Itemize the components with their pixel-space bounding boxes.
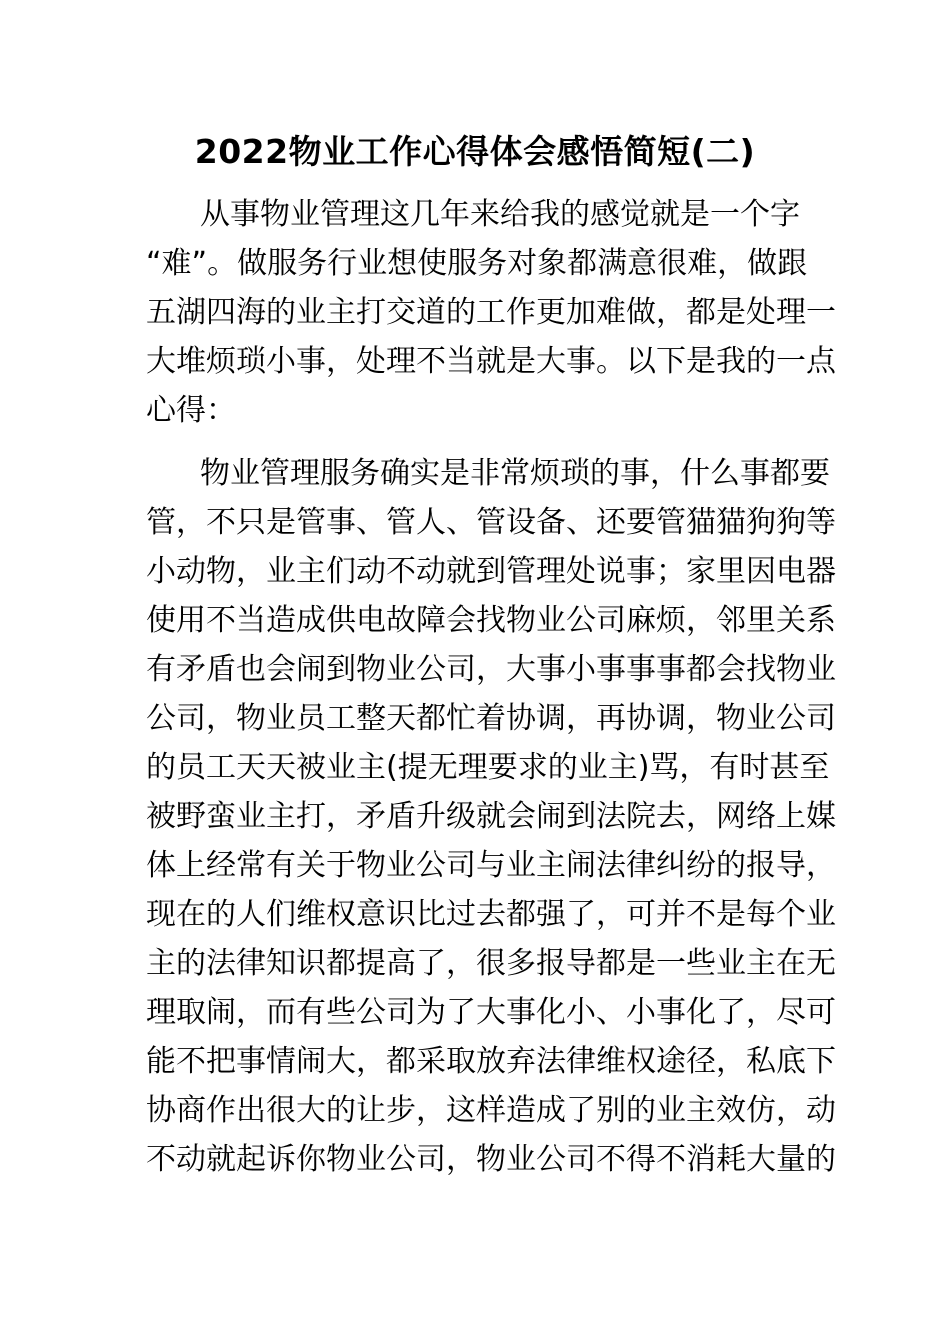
paragraph-line: 有矛盾也会闹到物业公司，大事小事事事都会找物业 (146, 652, 836, 687)
paragraph-line: 管，不只是管事、管人、管设备、还要管猫猫狗狗等 (146, 505, 836, 540)
paragraph-line: 心得： (146, 393, 236, 428)
document-title: 2022物业工作心得体会感悟简短(二) (194, 132, 756, 171)
paragraph-line: 主的法律知识都提高了，很多报导都是一些业主在无 (146, 946, 836, 981)
paragraph-line: 使用不当造成供电故障会找物业公司麻烦，邻里关系 (146, 603, 836, 638)
paragraph-1 (146, 190, 836, 435)
paragraph-line: 体上经常有关于物业公司与业主闹法律纠纷的报导， (146, 848, 836, 883)
paragraph-line: 协商作出很大的让步，这样造成了别的业主效仿，动 (146, 1093, 836, 1128)
paragraph-line: 五湖四海的业主打交道的工作更加难做，都是处理一 (146, 295, 836, 330)
paragraph-line: 不动就起诉你物业公司，物业公司不得不消耗大量的 (146, 1142, 836, 1177)
paragraph-line: 理取闹，而有些公司为了大事化小、小事化了，尽可 (146, 995, 836, 1030)
paragraph-line: 物业管理服务确实是非常烦琐的事，什么事都要 (200, 456, 830, 491)
paragraph-line: 被野蛮业主打，矛盾升级就会闹到法院去，网络上媒 (146, 799, 836, 834)
paragraph-line: 能不把事情闹大，都采取放弃法律维权途径，私底下 (146, 1044, 836, 1079)
paragraph-line: 小动物，业主们动不动就到管理处说事；家里因电器 (146, 554, 836, 589)
paragraph-line: 公司，物业员工整天都忙着协调，再协调，物业公司 (146, 701, 836, 736)
paragraph-2 (146, 449, 836, 1184)
paragraph-line: “难”。做服务行业想使服务对象都满意很难，做跟 (146, 246, 808, 281)
paragraph-line: 的员工天天被业主(提无理要求的业主)骂，有时甚至 (146, 750, 830, 785)
paragraph-line: 大堆烦琐小事，处理不当就是大事。以下是我的一点 (146, 344, 836, 379)
paragraph-line: 从事物业管理这几年来给我的感觉就是一个字 (200, 197, 800, 232)
paragraph-line: 现在的人们维权意识比过去都强了，可并不是每个业 (146, 897, 836, 932)
